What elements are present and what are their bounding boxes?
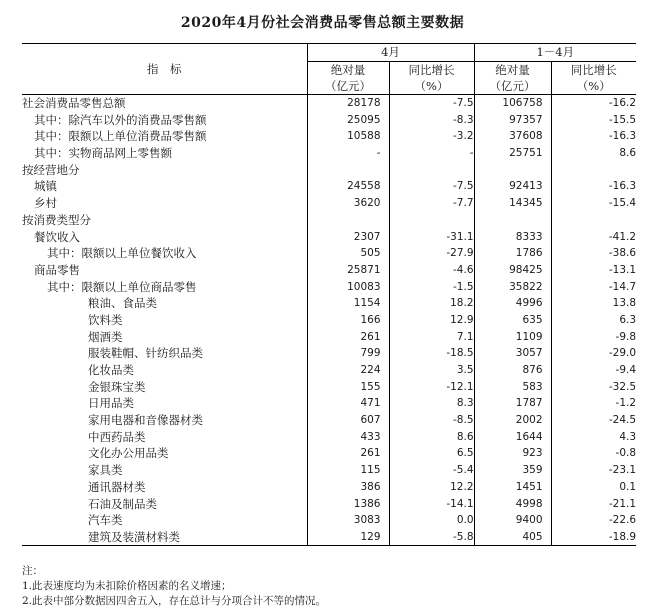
row-abs-jan-apr: 9400 xyxy=(474,512,551,529)
row-label: 餐饮收入 xyxy=(34,229,80,244)
row-abs-jan-apr: 14345 xyxy=(474,195,551,212)
table-row xyxy=(22,94,636,111)
row-yoy-jan-apr: 6.3 xyxy=(551,312,636,329)
table-row xyxy=(22,161,636,178)
row-yoy-april: 18.2 xyxy=(389,295,474,312)
table-row xyxy=(22,212,636,229)
row-abs-april: 261 xyxy=(307,328,389,345)
row-yoy-jan-apr: -23.1 xyxy=(551,462,636,479)
header-abs-unit: （亿元） xyxy=(325,78,371,93)
row-abs-jan-apr: 8333 xyxy=(474,228,551,245)
row-label: 通讯器材类 xyxy=(88,479,146,494)
row-yoy-jan-apr: -18.9 xyxy=(551,529,636,546)
table-row xyxy=(22,228,636,245)
row-label: 家具类 xyxy=(88,463,123,478)
row-abs-jan-apr: 1644 xyxy=(474,428,551,445)
row-label: 服装鞋帽、针纺织品类 xyxy=(88,346,203,361)
header-yoy-2 xyxy=(551,61,636,94)
row-abs-jan-apr: 97357 xyxy=(474,111,551,128)
row-abs-april: 10083 xyxy=(307,278,389,295)
row-label: 金银珠宝类 xyxy=(88,379,146,394)
row-label: 其中：限额以上单位餐饮收入 xyxy=(47,246,197,261)
row-abs-april: 25095 xyxy=(307,111,389,128)
row-yoy-jan-apr: -15.5 xyxy=(551,111,636,128)
row-yoy-jan-apr: -15.4 xyxy=(551,195,636,212)
row-label: 汽车类 xyxy=(88,513,123,528)
row-label: 乡村 xyxy=(34,196,57,211)
row-abs-jan-apr: 3057 xyxy=(474,345,551,362)
row-label: 饮料类 xyxy=(88,312,123,327)
row-label: 按经营地分 xyxy=(22,162,80,177)
row-label: 文化办公用品类 xyxy=(88,446,169,461)
row-label: 按消费类型分 xyxy=(22,212,91,227)
data-table xyxy=(22,43,636,546)
table-row xyxy=(22,178,636,195)
footnotes xyxy=(22,564,326,609)
row-yoy-jan-apr: -21.1 xyxy=(551,495,636,512)
row-yoy-april: 6.5 xyxy=(389,445,474,462)
table-row xyxy=(22,262,636,279)
row-yoy-april: -7.7 xyxy=(389,195,474,212)
row-abs-jan-apr: 1787 xyxy=(474,395,551,412)
row-yoy-april: 3.5 xyxy=(389,362,474,379)
row-yoy-april xyxy=(389,212,474,229)
row-label: 石油及制品类 xyxy=(88,496,157,511)
row-abs-jan-apr xyxy=(474,161,551,178)
row-yoy-jan-apr: -0.8 xyxy=(551,445,636,462)
footnote-1: 1.此表速度均为未扣除价格因素的名义增速； xyxy=(22,580,232,592)
row-label: 日用品类 xyxy=(88,396,134,411)
row-abs-april: 10588 xyxy=(307,128,389,145)
table-row xyxy=(22,512,636,529)
table-row xyxy=(22,395,636,412)
row-abs-jan-apr: 583 xyxy=(474,378,551,395)
row-abs-jan-apr: 359 xyxy=(474,462,551,479)
row-abs-jan-apr: 1451 xyxy=(474,479,551,496)
row-yoy-jan-apr: 13.8 xyxy=(551,295,636,312)
row-yoy-april: 12.9 xyxy=(389,312,474,329)
row-yoy-april: 7.1 xyxy=(389,328,474,345)
row-yoy-jan-apr: -32.5 xyxy=(551,378,636,395)
row-yoy-jan-apr xyxy=(551,161,636,178)
header-abs-label: 绝对量 xyxy=(330,62,366,77)
row-abs-april: 28178 xyxy=(307,94,389,111)
row-abs-april: 25871 xyxy=(307,262,389,279)
row-abs-jan-apr: 98425 xyxy=(474,262,551,279)
table-body xyxy=(22,94,636,546)
table-row xyxy=(22,412,636,429)
header-yoy-1 xyxy=(389,61,474,94)
row-yoy-april: -5.8 xyxy=(389,529,474,546)
row-yoy-jan-apr xyxy=(551,212,636,229)
row-abs-april: 129 xyxy=(307,529,389,546)
table-row xyxy=(22,245,636,262)
header-abs-label: 绝对量 xyxy=(495,62,530,77)
row-abs-april: 1154 xyxy=(307,295,389,312)
row-yoy-jan-apr: -13.1 xyxy=(551,262,636,279)
row-abs-jan-apr: 1109 xyxy=(474,328,551,345)
row-yoy-april: -1.5 xyxy=(389,278,474,295)
row-yoy-jan-apr: -16.3 xyxy=(551,178,636,195)
row-abs-jan-apr: 2002 xyxy=(474,412,551,429)
table-row xyxy=(22,362,636,379)
table-row xyxy=(22,128,636,145)
row-yoy-april: - xyxy=(389,145,474,162)
table-row xyxy=(22,428,636,445)
header-group-april: 4月 xyxy=(307,44,474,62)
row-label: 粮油、食品类 xyxy=(88,296,157,311)
row-abs-april: 1386 xyxy=(307,495,389,512)
row-abs-jan-apr: 106758 xyxy=(474,94,551,111)
header-abs-value-1 xyxy=(307,61,389,94)
row-yoy-april: -14.1 xyxy=(389,495,474,512)
header-yoy-unit: （%） xyxy=(576,78,611,93)
row-yoy-april: -12.1 xyxy=(389,378,474,395)
row-yoy-jan-apr: -16.2 xyxy=(551,94,636,111)
row-abs-april: 155 xyxy=(307,378,389,395)
table-row xyxy=(22,495,636,512)
table-row xyxy=(22,345,636,362)
header-abs-unit: （亿元） xyxy=(489,78,536,93)
table-row xyxy=(22,278,636,295)
row-yoy-jan-apr: -16.3 xyxy=(551,128,636,145)
row-yoy-april: -7.5 xyxy=(389,178,474,195)
header-yoy-label: 同比增长 xyxy=(570,62,617,77)
row-yoy-april: -18.5 xyxy=(389,345,474,362)
table-row xyxy=(22,529,636,546)
table-row xyxy=(22,462,636,479)
row-yoy-april: -3.2 xyxy=(389,128,474,145)
row-label: 其中：限额以上单位消费品零售额 xyxy=(34,129,207,144)
header-yoy-unit: （%） xyxy=(414,78,449,93)
row-abs-jan-apr: 635 xyxy=(474,312,551,329)
row-abs-jan-apr xyxy=(474,212,551,229)
row-abs-april: 115 xyxy=(307,462,389,479)
row-abs-jan-apr: 405 xyxy=(474,529,551,546)
table-row xyxy=(22,295,636,312)
row-abs-april: 799 xyxy=(307,345,389,362)
row-label: 其中：除汽车以外的消费品零售额 xyxy=(34,112,207,127)
row-yoy-jan-apr: -9.8 xyxy=(551,328,636,345)
row-abs-april: 24558 xyxy=(307,178,389,195)
row-abs-april: 3620 xyxy=(307,195,389,212)
row-yoy-jan-apr: -9.4 xyxy=(551,362,636,379)
row-abs-jan-apr: 37608 xyxy=(474,128,551,145)
footnote-2: 2.此表中部分数据因四舍五入，存在总计与分项合计不等的情况。 xyxy=(22,595,327,607)
row-abs-april: 386 xyxy=(307,479,389,496)
row-label: 社会消费品零售总额 xyxy=(22,96,126,111)
table-row xyxy=(22,479,636,496)
row-abs-jan-apr: 35822 xyxy=(474,278,551,295)
row-yoy-jan-apr: -24.5 xyxy=(551,412,636,429)
row-label: 化妆品类 xyxy=(88,363,134,378)
row-abs-jan-apr: 4996 xyxy=(474,295,551,312)
row-yoy-april: -8.5 xyxy=(389,412,474,429)
row-abs-jan-apr: 25751 xyxy=(474,145,551,162)
row-abs-april: 3083 xyxy=(307,512,389,529)
header-abs-value-2 xyxy=(474,61,551,94)
row-abs-april: 471 xyxy=(307,395,389,412)
row-label: 中西药品类 xyxy=(88,429,146,444)
table-header xyxy=(22,44,636,95)
table-row xyxy=(22,145,636,162)
row-abs-april: 607 xyxy=(307,412,389,429)
table-row xyxy=(22,445,636,462)
header-group-jan-apr: 1－4月 xyxy=(474,44,636,62)
row-yoy-jan-apr: -29.0 xyxy=(551,345,636,362)
row-yoy-april: 12.2 xyxy=(389,479,474,496)
row-abs-jan-apr: 876 xyxy=(474,362,551,379)
page-title: 2020年4月份社会消费品零售总额主要数据 xyxy=(180,15,465,31)
row-label: 烟酒类 xyxy=(88,329,123,344)
row-yoy-april: -7.5 xyxy=(389,94,474,111)
row-abs-jan-apr: 923 xyxy=(474,445,551,462)
row-abs-april: - xyxy=(307,145,389,162)
row-yoy-april: -31.1 xyxy=(389,228,474,245)
row-abs-april: 224 xyxy=(307,362,389,379)
row-yoy-jan-apr: 4.3 xyxy=(551,428,636,445)
row-yoy-april: -27.9 xyxy=(389,245,474,262)
row-yoy-jan-apr: -38.6 xyxy=(551,245,636,262)
row-yoy-april xyxy=(389,161,474,178)
header-indicator: 指 标 xyxy=(22,44,307,95)
table-row xyxy=(22,378,636,395)
row-abs-april: 505 xyxy=(307,245,389,262)
row-label: 建筑及装潢材料类 xyxy=(22,529,307,546)
row-label: 其中：实物商品网上零售额 xyxy=(34,146,172,161)
row-yoy-jan-apr: -1.2 xyxy=(551,395,636,412)
row-yoy-jan-apr: -41.2 xyxy=(551,228,636,245)
row-yoy-april: -4.6 xyxy=(389,262,474,279)
row-yoy-jan-apr: -22.6 xyxy=(551,512,636,529)
row-label: 城镇 xyxy=(34,179,57,194)
row-abs-april: 2307 xyxy=(307,228,389,245)
row-abs-jan-apr: 1786 xyxy=(474,245,551,262)
row-abs-april: 433 xyxy=(307,428,389,445)
row-yoy-april: 0.0 xyxy=(389,512,474,529)
row-yoy-jan-apr: 0.1 xyxy=(551,479,636,496)
footnote-heading: 注： xyxy=(22,565,43,577)
row-abs-april: 166 xyxy=(307,312,389,329)
row-abs-jan-apr: 4998 xyxy=(474,495,551,512)
table-row xyxy=(22,312,636,329)
row-label: 其中：限额以上单位商品零售 xyxy=(47,279,197,294)
row-yoy-april: 8.6 xyxy=(389,428,474,445)
row-yoy-april: -5.4 xyxy=(389,462,474,479)
row-yoy-jan-apr: 8.6 xyxy=(551,145,636,162)
table-row xyxy=(22,328,636,345)
row-abs-jan-apr: 92413 xyxy=(474,178,551,195)
row-abs-april: 261 xyxy=(307,445,389,462)
row-yoy-april: -8.3 xyxy=(389,111,474,128)
row-yoy-april: 8.3 xyxy=(389,395,474,412)
row-abs-april xyxy=(307,212,389,229)
table-row xyxy=(22,195,636,212)
header-yoy-label: 同比增长 xyxy=(408,62,455,77)
table-row xyxy=(22,111,636,128)
row-abs-april xyxy=(307,161,389,178)
row-label: 家用电器和音像器材类 xyxy=(88,413,203,428)
row-label: 商品零售 xyxy=(34,262,80,277)
row-yoy-jan-apr: -14.7 xyxy=(551,278,636,295)
